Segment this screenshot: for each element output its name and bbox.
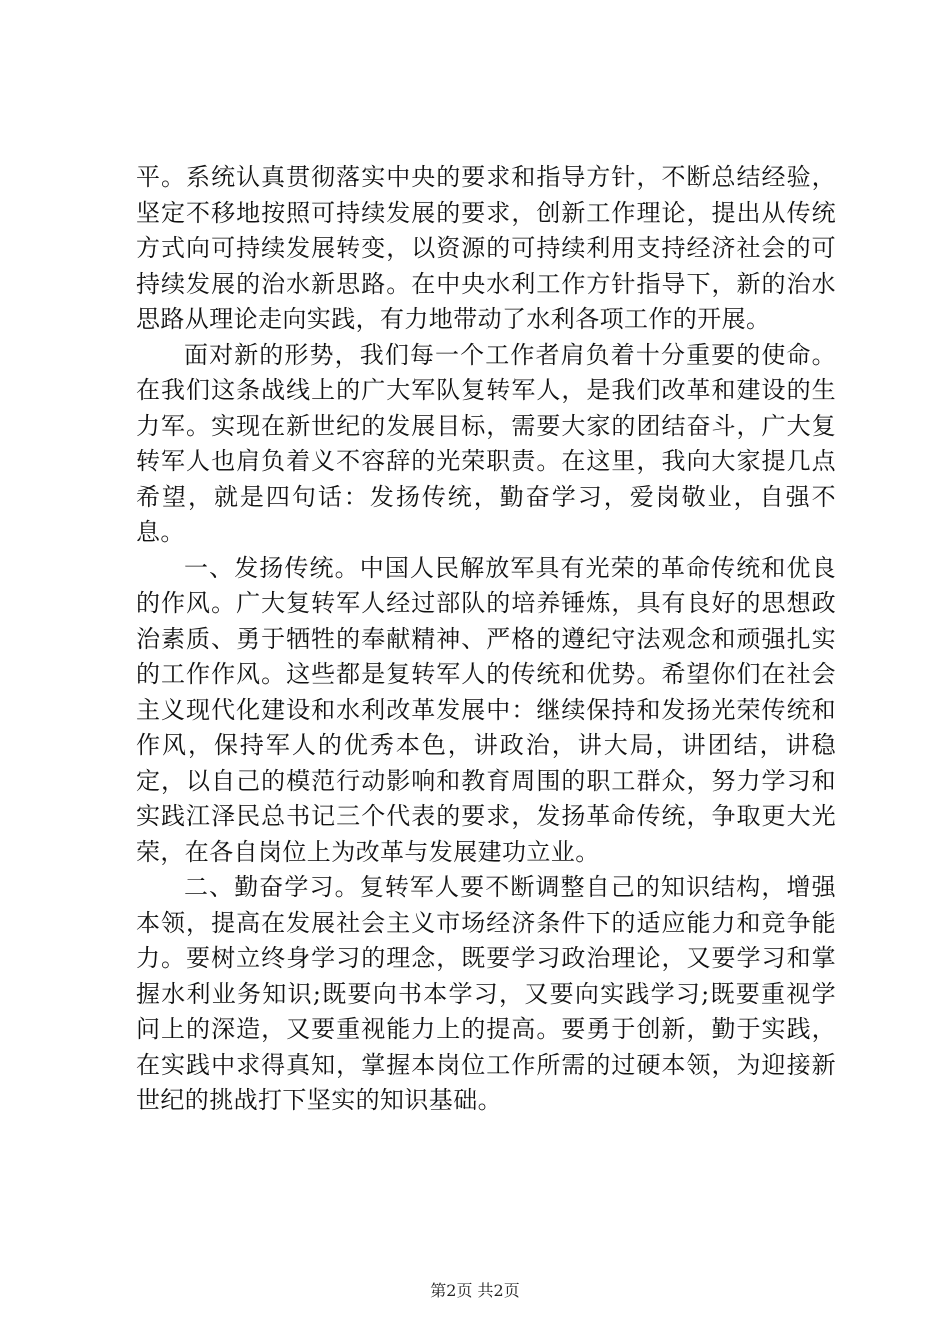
paragraph-carry-forward-tradition: 一、发扬传统。中国人民解放军具有光荣的革命传统和优良的作风。广大复转军人经过部队的培养锤炼，具有良好的思想政治素质、勇于牺牲的奉献精神、严格的遵纪守法观念和顽强扎实的工作作风。这些都是复转军人的传统和优势。希望你们在社会主义现代化建设和水利改革发展中：继续保持和发扬光荣传统和作风，保持军人的优秀本色，讲政治，讲大局，讲团结，讲稳定，以自己的模范行动影响和教育周围的职工群众，努力学习和实践江泽民总书记三个代表的要求，发扬革命传统，争取更大光荣，在各自岗位上为改革与发展建功立业。 (136, 553, 836, 866)
paragraph-continuation: 平。系统认真贯彻落实中央的要求和指导方针，不断总结经验，坚定不移地按照可持续发展的要求，创新工作理论，提出从传统方式向可持续发展转变，以资源的可持续利用支持经济社会的可持续发展的治水新思路。在中央水利工作方针指导下，新的治水思路从理论走向实践，有力地带动了水利各项工作的开展。 (136, 163, 836, 333)
paragraph-diligent-study: 二、勤奋学习。复转军人要不断调整自己的知识结构，增强本领，提高在发展社会主义市场经济条件下的适应能力和竞争能力。要树立终身学习的理念，既要学习政治理论，又要学习和掌握水利业务知识;既要向书本学习，又要向实践学习;既要重视学问上的深造，又要重视能力上的提高。要勇于创新，勤于实践，在实践中求得真知，掌握本岗位工作所需的过硬本领，为迎接新世纪的挑战打下坚实的知识基础。 (136, 873, 836, 1114)
paragraph-new-situation: 面对新的形势，我们每一个工作者肩负着十分重要的使命。在我们这条战线上的广大军队复转军人，是我们改革和建设的生力军。实现在新世纪的发展目标，需要大家的团结奋斗，广大复转军人也肩负着义不容辞的光荣职责。在这里，我向大家提几点希望，就是四句话：发扬传统，勤奋学习，爱岗敬业，自强不息。 (136, 340, 836, 546)
document-body (136, 160, 836, 1119)
page-number-footer: 第2页 共2页 (430, 1281, 520, 1300)
